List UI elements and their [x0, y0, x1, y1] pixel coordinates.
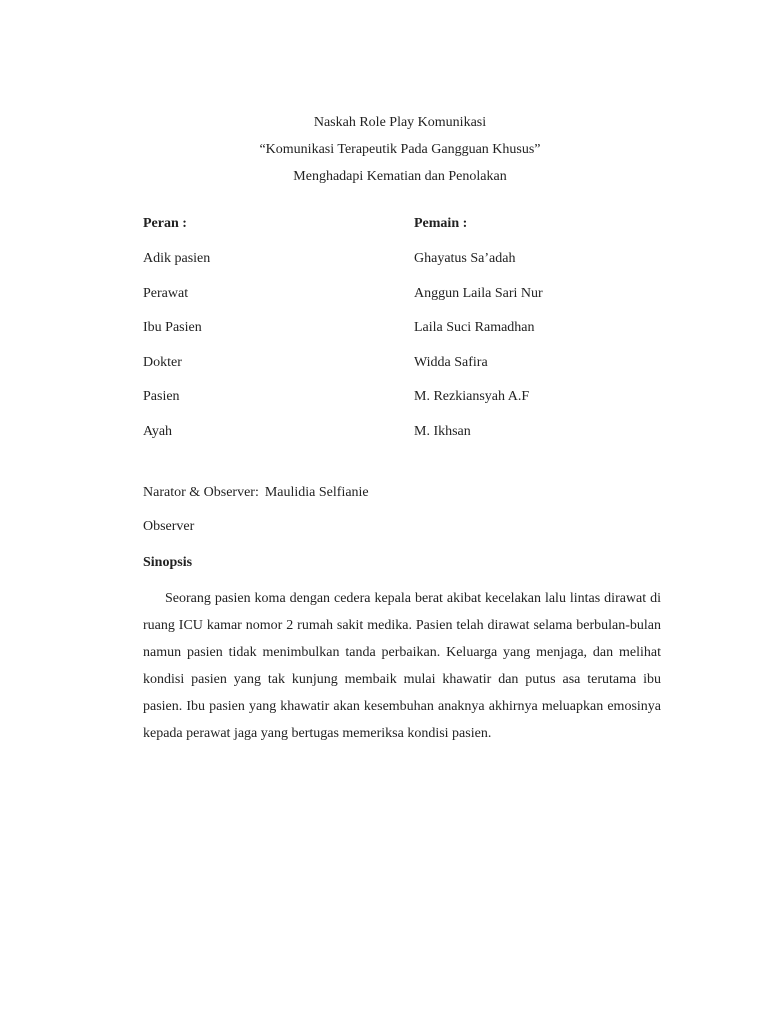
role-row — [143, 355, 623, 390]
player-name: M. Ikhsan — [414, 423, 471, 439]
role-name: Ibu Pasien — [143, 320, 202, 335]
role-row — [143, 320, 623, 355]
role-name: Adik pasien — [143, 251, 211, 266]
role-name: Dokter — [143, 354, 182, 370]
player-name: M. Rezkiansyah A.F — [414, 389, 530, 404]
role-row — [143, 424, 623, 459]
player-name: Ghayatus Sa’adah — [414, 251, 516, 266]
title-line-3: Menghadapi Kematian dan Penolakan — [293, 169, 507, 184]
role-row — [143, 286, 623, 321]
role-name: Pasien — [143, 389, 180, 404]
title-line-2: “Komunikasi Terapeutik Pada Gangguan Khusus” — [259, 142, 541, 157]
player-name: Widda Safira — [414, 354, 488, 370]
role-row — [143, 389, 623, 424]
synopsis-paragraph: Seorang pasien koma dengan cedera kepala berat akibat kecelakan lalu lintas dirawat di ruang ICU kamar nomor 2 rumah sakit medika. Pasien telah dirawat selama berbulan-bulan namun pasien tidak menimbulkan tanda perbaikan. Keluarga yang menjaga, dan melihat kondisi pasien yang tak kunjung membaik mulai khawatir dan putus asa terutama ibu pasien. Ibu pasien yang khawatir akan kesembuhan anaknya akhirnya meluapkan emosinya kepada perawat jaga yang bertugas memeriksa kondisi pasien. — [143, 591, 661, 741]
title-line-1: Naskah Role Play Komunikasi — [313, 115, 487, 130]
player-column-heading: Pemain : — [414, 216, 468, 231]
narrator-label: Narator & Observer: — [143, 485, 259, 500]
role-row — [143, 251, 623, 286]
role-name: Perawat — [143, 285, 189, 301]
narrator-line — [143, 485, 369, 501]
player-name: Anggun Laila Sari Nur — [414, 285, 543, 301]
roles-list — [143, 251, 623, 458]
narrator-name: Maulidia Selfianie — [264, 485, 369, 500]
observer-label: Observer — [143, 519, 195, 534]
title-block — [0, 109, 768, 190]
role-column-heading: Peran : — [143, 216, 187, 231]
role-name: Ayah — [143, 423, 173, 439]
synopsis-heading: Sinopsis — [143, 555, 193, 570]
player-name: Laila Suci Ramadhan — [414, 320, 535, 335]
